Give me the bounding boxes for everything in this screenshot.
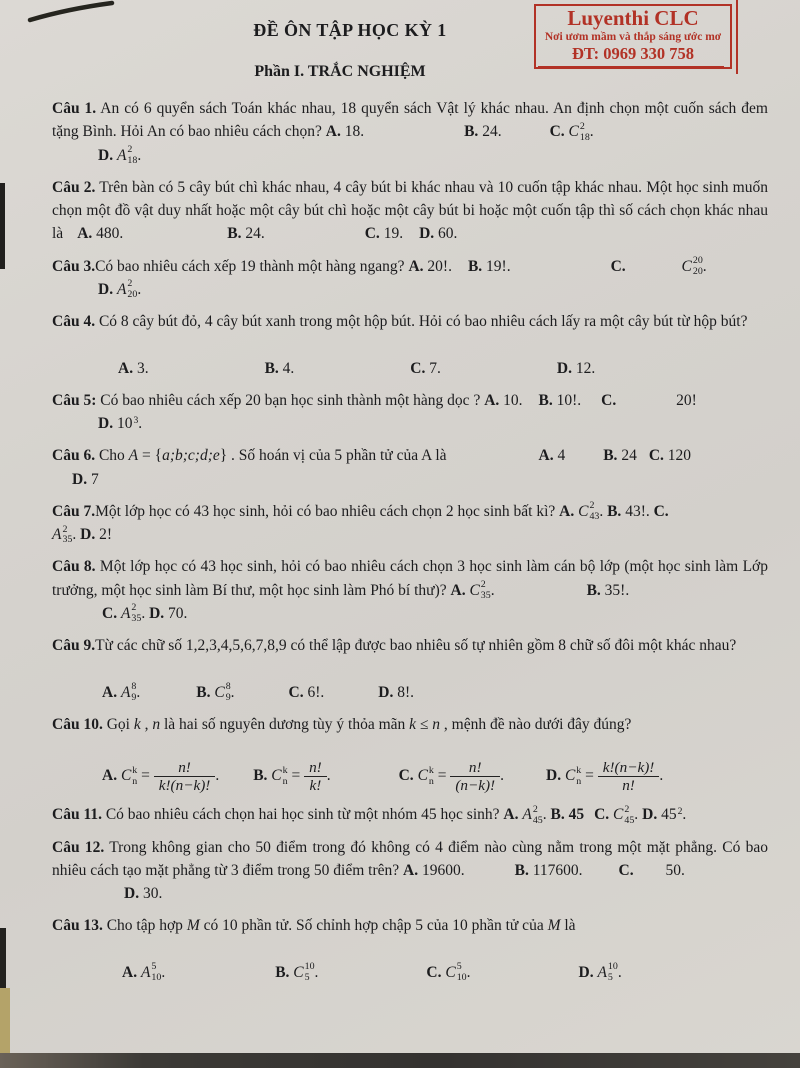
option-key: A. [102, 683, 121, 701]
math-scripts: 5 10 [151, 961, 162, 984]
stamp-box [534, 4, 732, 69]
math-notation [578, 500, 599, 523]
text-run: Cho tập hợp [102, 917, 187, 935]
math-letter: C [613, 806, 624, 824]
option-key: C. [549, 123, 569, 141]
spacer [495, 594, 587, 595]
math-letter: A [120, 683, 131, 701]
option-key: A. [122, 963, 141, 981]
option-key: D. [72, 470, 91, 488]
option-key: A. [538, 447, 558, 465]
option-key: A. [559, 502, 579, 520]
question-7 [52, 500, 768, 547]
question-5 [52, 389, 768, 436]
math-scripts: 20 20 [692, 255, 703, 277]
spacer [52, 427, 98, 428]
text-run: . [230, 683, 235, 701]
math-notation [293, 961, 314, 984]
fraction-denominator: k! [304, 776, 327, 794]
text-run: Một lớp học có 43 học sinh, hỏi có bao nhiêu cách chọn 3 học sinh làm cán bộ lớp (một học sinh làm Lớp trưởng, một học sinh làm Bí thư, một học sinh làm Phó bí thư)? [52, 558, 768, 599]
text-run: . [72, 526, 81, 543]
option-key: C. [102, 604, 121, 622]
spacer [441, 372, 557, 373]
text-run: . [215, 767, 220, 785]
text-run: . [141, 604, 150, 622]
text-run: Có 8 cây bút đỏ, 4 cây bút xanh trong một hộp bút. Hỏi có bao nhiêu cách lấy ra một cây bút từ hộp bút? [95, 313, 748, 330]
text-run: . [500, 767, 504, 785]
spacer [52, 293, 98, 294]
math-scripts: 10 5 [304, 961, 315, 984]
text-run: a;b;c;d;e [162, 447, 220, 465]
text-run: = { [138, 447, 163, 465]
text-run: có 10 phần tử. Số chỉnh hợp chập 5 của 10 phần tử của [199, 917, 548, 935]
math-letter: 45 [661, 806, 677, 824]
question-11 [52, 803, 768, 826]
option-key: C. [648, 447, 668, 465]
text-run: . [136, 683, 141, 701]
spacer [620, 404, 676, 405]
math-notation [121, 602, 141, 625]
option-key: B. 45 [550, 806, 585, 824]
math-notation [661, 803, 682, 826]
math-scripts: 5 10 [456, 961, 467, 984]
spacer [52, 779, 102, 780]
text-run: 19!. [486, 257, 511, 275]
question-12 [52, 836, 768, 906]
text-run: 70. [168, 604, 188, 622]
option-key: B. [586, 581, 605, 599]
stamp-underline [538, 66, 724, 68]
math-scripts: 2 20 [127, 278, 138, 301]
text-run: . [314, 963, 319, 981]
math-scripts: 10 5 [607, 961, 618, 984]
math-scripts: 8 9 [131, 681, 137, 703]
math-notation [271, 764, 287, 787]
option-key: D. [419, 225, 439, 243]
text-run: M [186, 917, 200, 935]
fraction-numerator: n! [468, 759, 482, 777]
option-key: D. [124, 885, 143, 902]
option-key: A. [450, 581, 470, 599]
text-run: M [547, 917, 561, 935]
fraction [304, 759, 327, 794]
math-letter: C [417, 767, 428, 785]
text-run: 12. [575, 359, 596, 377]
option-key: B. [514, 861, 533, 879]
text-run: . [617, 963, 622, 981]
text-run: , mệnh đề nào dưới đây đúng? [440, 715, 632, 733]
math-letter: A [597, 963, 607, 981]
spacer [52, 696, 102, 697]
option-key: A. [118, 359, 137, 377]
math-scripts: k n [428, 765, 434, 787]
math-notation [569, 120, 590, 143]
option-key: D. [578, 963, 598, 981]
math-scripts: 2 45 [532, 803, 543, 826]
text-run: . [138, 415, 143, 432]
math-letter: C [564, 767, 576, 785]
spacer [52, 976, 122, 977]
text-run: Gọi [102, 715, 134, 733]
option-key: Câu 2. [52, 178, 96, 196]
spacer [52, 897, 124, 898]
math-superscript: 3 [133, 414, 139, 426]
math-letter: C [445, 963, 456, 981]
text-run: 10. [503, 391, 523, 409]
text-run: . [137, 146, 142, 164]
spacer [523, 404, 539, 405]
text-run: . [326, 767, 331, 785]
spacer [265, 237, 365, 238]
option-key: B. [467, 257, 487, 275]
fraction-denominator: n! [598, 776, 660, 794]
option-key: D. [80, 526, 100, 543]
option-key: A. [403, 861, 422, 879]
text-run: 20!. [427, 257, 452, 275]
math-letter: 10 [116, 415, 133, 432]
math-scripts: 2 43 [589, 500, 600, 523]
option-key: A. [102, 767, 121, 785]
fraction [598, 759, 660, 794]
question-2 [52, 176, 768, 246]
math-scripts: k n [132, 765, 138, 787]
option-key: C. [398, 767, 418, 785]
math-letter: A [120, 604, 131, 622]
math-notation [445, 961, 466, 984]
option-key: C. [410, 359, 430, 377]
text-run: Có bao nhiêu cách xếp 20 bạn học sinh thành một hàng dọc ? [96, 391, 485, 409]
spacer [235, 696, 289, 697]
math-notation [121, 681, 136, 704]
scan-bottom-shadow [0, 1053, 800, 1068]
spacer [504, 779, 546, 780]
text-run: 7 [90, 470, 99, 488]
spacer [52, 483, 72, 484]
option-key: B. [253, 767, 272, 785]
fraction-denominator: k!(n−k)! [154, 776, 216, 794]
question-9 [52, 634, 768, 704]
text-run: . [466, 963, 471, 981]
math-letter: C [578, 502, 589, 520]
math-letter: C [120, 767, 132, 785]
option-key: A. [325, 123, 345, 141]
math-notation [121, 764, 137, 787]
text-run: 43!. [625, 502, 654, 520]
option-key: C. [426, 963, 446, 981]
option-key: A. [408, 257, 428, 275]
question-8 [52, 555, 768, 625]
spacer [364, 135, 464, 136]
text-run: 6!. [307, 683, 325, 701]
math-notation [565, 764, 581, 787]
option-key: Câu 13. [52, 917, 103, 935]
spacer [331, 779, 399, 780]
text-run: = [581, 767, 598, 785]
text-run: k [133, 715, 141, 733]
text-run: } . Số hoán vị của 5 phần tử của A là [219, 447, 447, 465]
math-scripts: 2 35 [480, 579, 491, 601]
text-run: . [542, 806, 551, 824]
text-run: . [682, 806, 687, 824]
text-run: 50. [665, 861, 685, 879]
math-notation [117, 278, 137, 301]
text-run: 4 [557, 447, 566, 465]
option-key: B. [264, 359, 283, 377]
spacer [294, 372, 410, 373]
fraction-numerator: n! [178, 759, 191, 777]
question-10 [52, 713, 768, 795]
option-key: D. [642, 806, 662, 824]
spacer [149, 372, 265, 373]
math-notation [52, 523, 72, 546]
fraction-denominator: (n−k)! [450, 776, 500, 794]
fraction [154, 759, 216, 794]
text-run: 4. [282, 359, 295, 377]
text-run: 3. [136, 359, 149, 377]
text-run: Có bao nhiêu cách chọn hai học sinh từ một nhóm 45 học sinh? [101, 806, 504, 824]
math-scripts: 2 45 [624, 803, 635, 826]
text-run: 18. [344, 123, 365, 141]
text-run: Một lớp học có 43 học sinh, hỏi có bao nhiêu cách chọn 2 học sinh bất kì? [95, 502, 560, 520]
math-notation [418, 764, 434, 787]
math-scripts: k n [576, 765, 582, 787]
math-notation [469, 579, 490, 602]
spacer [63, 237, 77, 238]
text-run: 2! [99, 526, 112, 543]
stamp-brand: Luyenthi CLC [567, 6, 699, 30]
text-run: 24. [245, 225, 265, 243]
spacer [403, 237, 419, 238]
text-run: 117600. [532, 861, 583, 879]
math-letter: C [568, 123, 579, 141]
text-run: 35!. [604, 581, 630, 599]
text-run: Trong không gian cho 50 điểm trong đó không có 4 điểm nào cùng nằm trong một mặt phẳng. Có bao nhiêu cách tạo mặt phẳng từ 3 điểm trong 50 điểm trên? [52, 838, 768, 879]
option-key: Câu 3. [52, 257, 96, 275]
spacer [511, 270, 611, 271]
spacer [318, 976, 426, 977]
option-key: D. [98, 415, 117, 432]
option-key: Câu 10. [52, 715, 103, 733]
fraction-numerator: n! [309, 759, 322, 777]
question-3 [52, 255, 768, 302]
text-run: là hai số nguyên dương tùy ý thỏa mãn [160, 715, 410, 733]
text-run: = [433, 767, 451, 785]
spacer [123, 237, 227, 238]
text-run: . [659, 767, 664, 785]
option-key: B. [607, 502, 626, 520]
option-key: C. [594, 806, 614, 824]
question-1 [52, 97, 768, 167]
question-13 [52, 914, 768, 984]
spacer [471, 976, 579, 977]
text-run: . [702, 257, 707, 275]
math-scripts: 2 18 [127, 144, 138, 166]
spacer [502, 135, 550, 136]
math-letter: C [214, 683, 225, 701]
spacer [324, 696, 378, 697]
spacer [52, 159, 98, 160]
math-scripts: 2 35 [131, 602, 142, 625]
math-notation [214, 681, 230, 704]
option-key: C. [653, 502, 669, 520]
math-letter: C [469, 581, 480, 599]
spacer [583, 874, 619, 875]
option-key: D. [378, 683, 398, 701]
text-run: . [490, 581, 495, 599]
math-letter: A [116, 280, 127, 298]
question-6 [52, 444, 768, 491]
option-key: D. [546, 767, 565, 785]
text-run: Có bao nhiêu cách xếp 19 thành một hàng ngang? [95, 257, 409, 275]
text-run: 480. [96, 225, 124, 243]
math-letter: C [293, 963, 304, 981]
spacer [637, 874, 665, 875]
option-key: A. [484, 391, 504, 409]
option-key: B. [196, 683, 215, 701]
option-key: C. [618, 861, 638, 879]
text-run: 10!. [556, 391, 582, 409]
text-run: Trên bàn có 5 cây bút chì khác nhau, 4 cây bút bi khác nhau và 10 cuốn tập khác nhau. Một học sinh muốn chọn một đồ vật duy nhất hoặc một cây bút chì hoặc một cây bút bi hoặc một cuốn tập thì số cách chọn khác nhau là [52, 178, 768, 243]
math-notation [117, 412, 138, 435]
scan-edge-artifact [0, 183, 5, 269]
fraction-numerator: k!(n−k)! [602, 759, 655, 777]
text-run: . [634, 806, 639, 824]
spacer [447, 459, 539, 460]
math-superscript: 2 [677, 805, 683, 817]
option-key: Câu 4. [52, 313, 96, 330]
math-notation [682, 255, 703, 278]
text-run: . [161, 963, 166, 981]
stamp-slogan: Nơi ươm mầm và thắp sáng ước mơ [544, 31, 722, 44]
text-run: là [560, 917, 576, 935]
math-scripts: 2 35 [62, 523, 73, 546]
math-letter: A [522, 806, 532, 824]
scan-edge-artifact [0, 988, 10, 1058]
spacer [465, 874, 515, 875]
text-run: 60. [438, 225, 458, 243]
option-key: A. [77, 225, 97, 243]
section-title: Phần I. TRẮC NGHIỆM [254, 63, 426, 80]
text-run: An có 6 quyển sách Toán khác nhau, 18 quyển sách Vật lý khác nhau. An định chọn một cuốn sách đem tặng Bình. Hỏi An có bao nhiêu cách chọn? [52, 100, 768, 141]
math-scripts: 8 9 [225, 681, 231, 703]
stamp-vertical-line [736, 0, 738, 74]
math-notation [597, 961, 617, 984]
option-key: Câu 6. [52, 447, 96, 465]
spacer [630, 270, 682, 271]
text-run: . [589, 123, 594, 141]
option-key: A. [503, 806, 523, 824]
text-run: , [140, 715, 153, 733]
math-notation [613, 803, 634, 826]
text-run: 24 [621, 447, 637, 465]
text-run: 19. [383, 225, 404, 243]
spacer [52, 617, 102, 618]
option-key: D. [556, 359, 576, 377]
option-key: Câu 9. [52, 637, 96, 654]
spacer [584, 818, 594, 819]
option-key: C. [610, 257, 630, 275]
math-letter: C [271, 767, 282, 785]
math-scripts: 2 18 [579, 120, 590, 143]
option-key: Câu 11. [52, 806, 102, 824]
math-scripts: k n [282, 765, 288, 787]
spacer [581, 404, 601, 405]
questions-list [52, 97, 768, 984]
option-key: B. [538, 391, 557, 409]
option-key: Câu 1. [52, 100, 97, 117]
text-run: 30. [142, 885, 163, 902]
option-key: D. [98, 280, 117, 298]
spacer [140, 696, 196, 697]
question-4 [52, 310, 768, 380]
text-run: = [287, 767, 305, 785]
math-letter: A [140, 963, 151, 981]
math-letter: A [52, 526, 62, 543]
text-run: . [137, 280, 142, 298]
fraction [450, 759, 500, 794]
text-run: Từ các chữ số 1,2,3,4,5,6,7,8,9 có thể lập được bao nhiêu số tự nhiên gồm 8 chữ số đôi một khác nhau? [95, 637, 737, 654]
text-run: 19600. [421, 861, 465, 879]
text-run: 20! [676, 391, 697, 409]
text-run: 24. [482, 123, 502, 141]
text-run: . [599, 502, 608, 520]
spacer [219, 779, 253, 780]
text-run: Cho [95, 447, 129, 465]
text-run: 8!. [397, 683, 415, 701]
text-run: k ≤ n [409, 715, 441, 733]
option-key: C. [288, 683, 308, 701]
spacer [52, 372, 118, 373]
math-notation [117, 144, 137, 167]
text-run: n [152, 715, 161, 733]
math-letter: C [681, 257, 692, 275]
spacer [165, 976, 275, 977]
spacer [637, 459, 649, 460]
text-run: 120 [667, 447, 692, 465]
option-key: B. [603, 447, 622, 465]
option-key: C. [601, 391, 621, 409]
option-key: B. [464, 123, 483, 141]
option-key: C. [364, 225, 384, 243]
stamp-phone: ĐT: 0969 330 758 [571, 44, 695, 64]
text-run: = [137, 767, 154, 785]
option-key: Câu 7. [52, 502, 96, 520]
page-title: ĐỀ ÔN TẬP HỌC KỲ 1 [253, 20, 447, 40]
spacer [565, 459, 603, 460]
text-run: A [128, 447, 139, 465]
option-key: Câu 8. [52, 558, 96, 576]
math-notation [141, 961, 161, 984]
option-key: Câu 12. [52, 838, 105, 856]
option-key: D. [98, 146, 117, 164]
option-key: B. [227, 225, 246, 243]
math-notation [522, 803, 542, 826]
text-run: 7. [429, 359, 441, 377]
option-key: D. [149, 604, 169, 622]
option-key: B. [275, 963, 294, 981]
spacer [452, 270, 468, 271]
math-letter: A [116, 146, 127, 164]
option-key: Câu 5: [52, 391, 97, 409]
